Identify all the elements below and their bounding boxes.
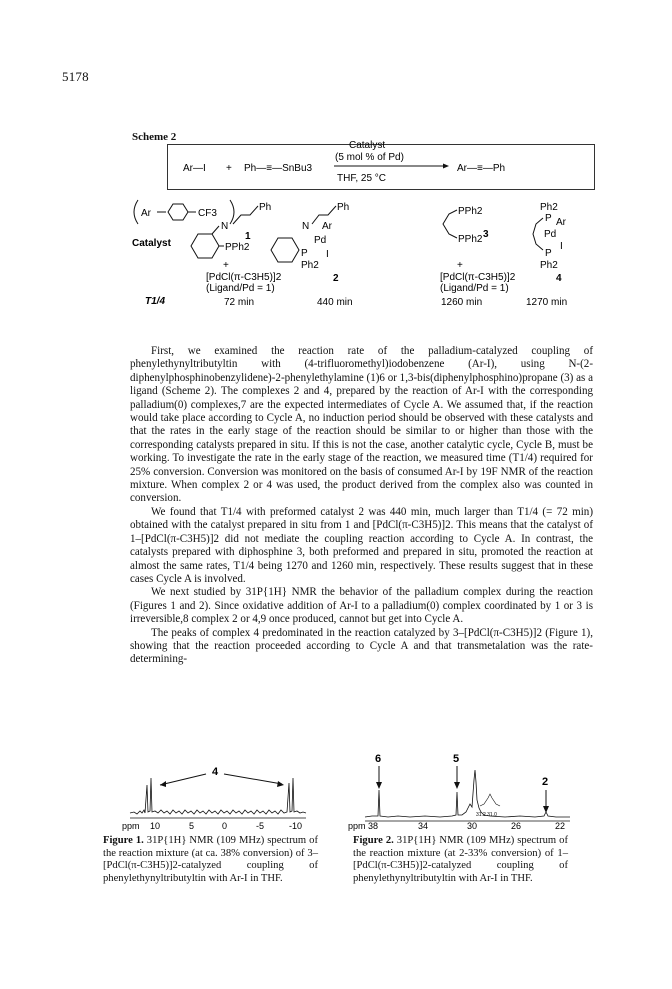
figure-2-inset-label: 31.2 31.0	[476, 812, 497, 818]
catalyst-1-pd-source: [PdCl(π-C3H5)]2	[206, 272, 282, 283]
catalyst-1-number: 1	[245, 231, 251, 242]
svg-text:N: N	[221, 221, 229, 232]
nmr-spectra	[0, 750, 672, 850]
catalyst-3-plus: +	[457, 260, 463, 271]
svg-text:10: 10	[150, 821, 161, 831]
figure-1-axis	[122, 821, 302, 831]
svg-text:P: P	[545, 213, 552, 224]
figure-1-caption-text: 31P{1H} NMR (109 MHz) spectrum of the reaction mixture (at ca. 38% conversion) of 3–[PdCl(π-C3H5)]2-catalyzed coupling of phenylethynyltributyltin with Ar-I in THF.	[103, 835, 318, 884]
svg-text:26: 26	[511, 821, 522, 831]
catalyst-1-plus: +	[223, 260, 229, 271]
ar-label: Ar	[141, 208, 151, 219]
product: Ar—≡—Ph	[457, 163, 506, 174]
complex-4-number: 4	[556, 273, 562, 284]
svg-text:Ph2: Ph2	[540, 202, 558, 213]
figure-1-peak-label: 4	[212, 766, 219, 778]
svg-text:Pd: Pd	[314, 235, 327, 246]
figure-1-label: Figure 1.	[103, 835, 144, 846]
catalyst-4-time: 1270 min	[526, 297, 568, 308]
svg-text:N: N	[302, 221, 310, 232]
complex-2-number: 2	[333, 273, 339, 284]
figure-2-caption	[353, 835, 568, 885]
complex-4-structure	[533, 202, 567, 284]
catalyst-3-ratio: (Ligand/Pd = 1)	[440, 283, 509, 294]
ar-definition	[134, 200, 234, 224]
figure-2-peak-2: 2	[542, 776, 549, 788]
t14-row-label: T1/4	[145, 296, 166, 307]
reactant-aryl-iodide: Ar—I	[183, 163, 206, 174]
figure-2-caption-text: 31P{1H} NMR (109 MHz) spectrum of the reaction mixture (at 2-33% conversion) of 1–[PdCl(π-C3H5)]2-catalyzed coupling of phenylethynyltributyltin with Ar-I in THF.	[353, 835, 568, 884]
condition-loading: (5 mol % of Pd)	[335, 152, 404, 163]
svg-text:22: 22	[555, 821, 566, 831]
catalyst-2-time: 440 min	[317, 297, 353, 308]
svg-text:P: P	[301, 248, 308, 259]
svg-text:PPh2: PPh2	[225, 242, 250, 253]
svg-text:Ph2: Ph2	[540, 260, 558, 271]
svg-text:Ph2: Ph2	[301, 260, 319, 271]
catalyst-row-label: Catalyst	[132, 238, 171, 249]
scheme-diagram	[0, 0, 672, 340]
svg-text:ppm: ppm	[122, 821, 140, 831]
figure-1-caption	[103, 835, 318, 885]
catalyst-3-time: 1260 min	[441, 297, 483, 308]
catalyst-3-pd-source: [PdCl(π-C3H5)]2	[440, 272, 516, 283]
paragraph-2: We found that T1/4 with preformed catalyst 2 was 440 min, much larger than T1/4 (= 72 min) obtained with the catalyst prepared in situ from 1 and [PdCl(π-C3H5)]2. This means that the catalyst of 1–[PdCl(π-C3H5)]2 did not mediate the coupling reaction according to Cycle A. In contrast, the catalysts prepared with diphosphine 3, both preformed and prepared in situ, promoted the reaction at almost the same rates, T1/4 being 1270 and 1260 min, respectively. These results suggest that in these cases Cycle A is involved.	[130, 505, 593, 585]
figure-2-spectrum	[365, 753, 570, 821]
figure-2-axis	[348, 821, 565, 831]
svg-text:I: I	[560, 241, 563, 252]
figure-2-peak-6: 6	[375, 753, 382, 765]
condition-solvent: THF, 25 °C	[337, 173, 387, 184]
arrow-head	[443, 164, 449, 169]
reactant-tin-reagent: Ph—≡—SnBu3	[244, 163, 313, 174]
figure-1-spectrum	[130, 766, 306, 818]
svg-text:-10: -10	[289, 821, 303, 831]
complex-2-structure	[271, 202, 349, 284]
paragraph-3: We next studied by 31P{1H} NMR the behavior of the palladium complex during the reaction (Figures 1 and 2). Since oxidative addition of Ar-I to a palladium(0) complex coordinated by 1 or 3 is irreversible,8 complex 2 or 4,9 once produced, cannot but get into Cycle A.	[130, 586, 593, 626]
plus-sign: +	[226, 163, 232, 174]
body-text	[130, 345, 593, 667]
svg-text:38: 38	[368, 821, 379, 831]
svg-text:34: 34	[418, 821, 429, 831]
svg-text:Ar: Ar	[322, 221, 332, 232]
page-number: 5178	[62, 69, 89, 84]
cf3-label: CF3	[198, 208, 217, 219]
svg-text:PPh2: PPh2	[458, 234, 483, 245]
svg-text:30: 30	[467, 821, 478, 831]
svg-text:Ar: Ar	[556, 217, 566, 228]
paragraph-4: The peaks of complex 4 predominated in the reaction catalyzed by 3–[PdCl(π-C3H5)]2 (Figure 1), showing that the reaction proceeded according to Cycle A and that transmetalation was the rate-determining-	[130, 626, 593, 666]
figure-2-label: Figure 2.	[353, 835, 394, 846]
condition-catalyst: Catalyst	[349, 140, 386, 151]
svg-text:Ph: Ph	[337, 202, 350, 213]
ligand-3-structure	[443, 206, 489, 245]
svg-text:I: I	[326, 249, 329, 260]
catalyst-1-time: 72 min	[224, 297, 255, 308]
svg-text:-5: -5	[256, 821, 265, 831]
paragraph-1: First, we examined the reaction rate of the palladium-catalyzed coupling of phenylethynyltributyltin with (4-trifluoromethyl)iodobenzene (Ar-I), using N-(2-diphenylphosphinobenzylidene)-2-phenylethylamine (1)6 or 1,3-bis(diphenylphosphino)propane (3) as a ligand (Scheme 2). The complexes 2 and 4, prepared by the reaction of Ar-I with the corresponding palladium(0) complexes,7 are the expected intermediates of Cycle A. We assumed that, if the reaction would take place according to Cycle A, no induction period should be observed with these catalysts and that the rates in the early stage of the reaction should be similar to or higher than those with the corresponding catalysts prepared in situ. If this is not the case, another catalytic cycle, Cycle B, must be working. To investigate the rate in the early stage of the reaction, we measured time (T1/4) required for 25% conversion. Conversion was monitored on the basis of consumed Ar-I by 19F NMR of the reaction mixture. When complex 2 or 4 was used, the product derived from the complex also was counted in conversion.	[130, 345, 593, 505]
svg-text:Pd: Pd	[544, 229, 557, 240]
svg-text:P: P	[545, 248, 552, 259]
svg-text:Ph: Ph	[259, 202, 272, 213]
svg-text:0: 0	[222, 821, 228, 831]
svg-text:5: 5	[189, 821, 195, 831]
catalyst-1-ratio: (Ligand/Pd = 1)	[206, 283, 275, 294]
scheme-title: Scheme 2	[132, 131, 177, 143]
svg-text:PPh2: PPh2	[458, 206, 483, 217]
svg-text:ppm: ppm	[348, 821, 366, 831]
ligand-3-number: 3	[483, 229, 489, 240]
figure-2-peak-5: 5	[453, 753, 460, 765]
